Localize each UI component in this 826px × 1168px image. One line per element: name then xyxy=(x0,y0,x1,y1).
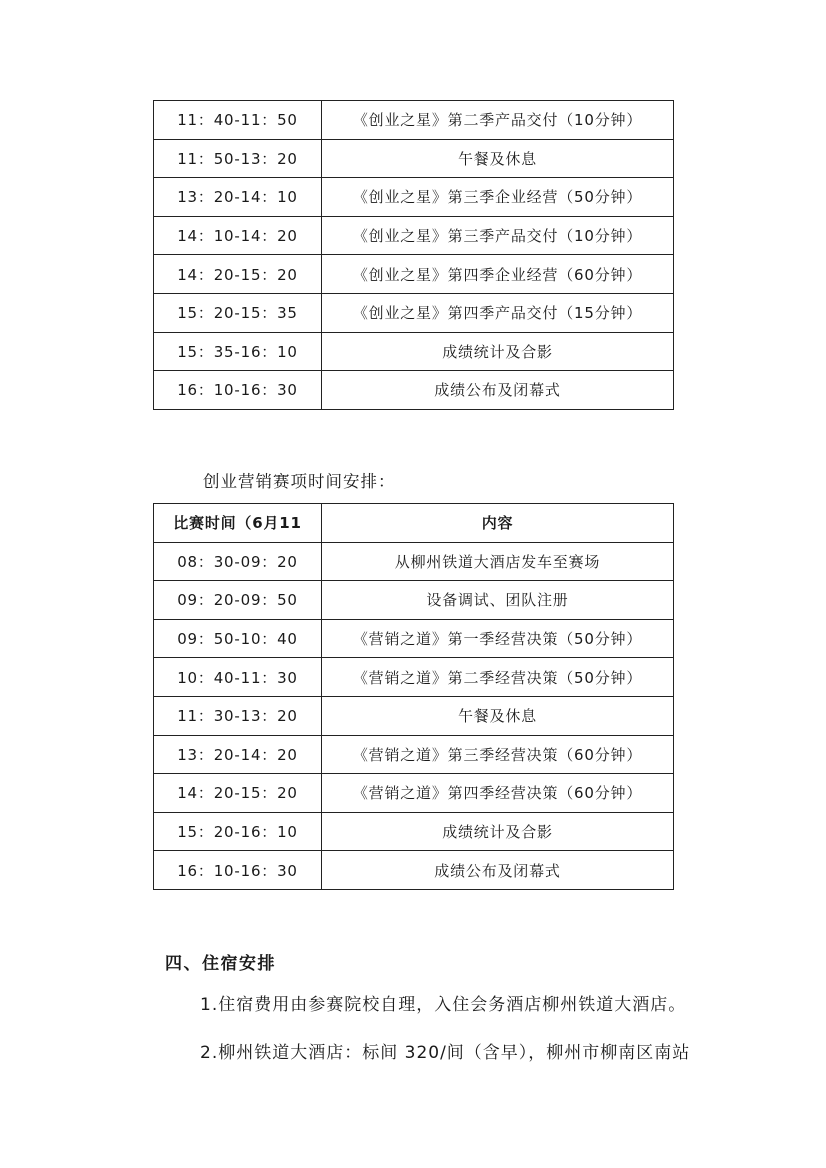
time-cell: 10：40-11：30 xyxy=(154,658,322,697)
content-cell: 成绩公布及闭幕式 xyxy=(322,371,674,410)
content-cell: 《营销之道》第四季经营决策（60分钟） xyxy=(322,774,674,813)
content-cell: 《营销之道》第三季经营决策（60分钟） xyxy=(322,735,674,774)
table-header-row xyxy=(154,504,674,543)
time-cell: 13：20-14：10 xyxy=(154,178,322,217)
content-cell: 《营销之道》第一季经营决策（50分钟） xyxy=(322,619,674,658)
table-row xyxy=(154,371,674,410)
time-cell: 15：20-15：35 xyxy=(154,293,322,332)
time-cell: 08：30-09：20 xyxy=(154,542,322,581)
table-row xyxy=(154,774,674,813)
table-row xyxy=(154,735,674,774)
header-time-cell: 比赛时间（6月11 xyxy=(154,504,322,543)
schedule-table-marketing xyxy=(153,503,674,890)
table-row xyxy=(154,216,674,255)
time-cell: 14：20-15：20 xyxy=(154,255,322,294)
content-cell: 成绩公布及闭幕式 xyxy=(322,851,674,890)
table-row xyxy=(154,581,674,620)
paragraph-accommodation-cost: 1.住宿费用由参赛院校自理，入住会务酒店柳州铁道大酒店。 xyxy=(200,995,687,1015)
table-row xyxy=(154,696,674,735)
table-row xyxy=(154,851,674,890)
paragraph-hotel-info: 2.柳州铁道大酒店：标间 320/间（含早），柳州市柳南区南站 xyxy=(200,1043,691,1063)
schedule-table-entrepreneurship xyxy=(153,100,674,410)
time-cell: 13：20-14：20 xyxy=(154,735,322,774)
table-row xyxy=(154,293,674,332)
content-cell: 《创业之星》第四季产品交付（15分钟） xyxy=(322,293,674,332)
time-cell: 11：40-11：50 xyxy=(154,101,322,140)
content-cell: 午餐及休息 xyxy=(322,696,674,735)
content-cell: 《创业之星》第三季产品交付（10分钟） xyxy=(322,216,674,255)
content-cell: 《创业之星》第四季企业经营（60分钟） xyxy=(322,255,674,294)
time-cell: 09：20-09：50 xyxy=(154,581,322,620)
time-cell: 15：20-16：10 xyxy=(154,812,322,851)
content-cell: 成绩统计及合影 xyxy=(322,812,674,851)
time-cell: 15：35-16：10 xyxy=(154,332,322,371)
time-cell: 09：50-10：40 xyxy=(154,619,322,658)
table-row xyxy=(154,619,674,658)
content-cell: 午餐及休息 xyxy=(322,139,674,178)
section-label-marketing-schedule: 创业营销赛项时间安排： xyxy=(203,472,396,491)
time-cell: 14：20-15：20 xyxy=(154,774,322,813)
content-cell: 成绩统计及合影 xyxy=(322,332,674,371)
content-cell: 《营销之道》第二季经营决策（50分钟） xyxy=(322,658,674,697)
content-cell: 《创业之星》第三季企业经营（50分钟） xyxy=(322,178,674,217)
time-cell: 16：10-16：30 xyxy=(154,851,322,890)
table-row xyxy=(154,542,674,581)
time-cell: 14：10-14：20 xyxy=(154,216,322,255)
content-cell: 设备调试、团队注册 xyxy=(322,581,674,620)
time-cell: 11：30-13：20 xyxy=(154,696,322,735)
table-row xyxy=(154,658,674,697)
section-heading-accommodation: 四、住宿安排 xyxy=(165,954,276,974)
table-row xyxy=(154,255,674,294)
time-cell: 16：10-16：30 xyxy=(154,371,322,410)
table-row xyxy=(154,101,674,140)
table-row xyxy=(154,332,674,371)
table-row xyxy=(154,812,674,851)
table-row xyxy=(154,178,674,217)
table-row xyxy=(154,139,674,178)
time-cell: 11：50-13：20 xyxy=(154,139,322,178)
content-cell: 从柳州铁道大酒店发车至赛场 xyxy=(322,542,674,581)
content-cell: 《创业之星》第二季产品交付（10分钟） xyxy=(322,101,674,140)
header-content-cell: 内容 xyxy=(322,504,674,543)
